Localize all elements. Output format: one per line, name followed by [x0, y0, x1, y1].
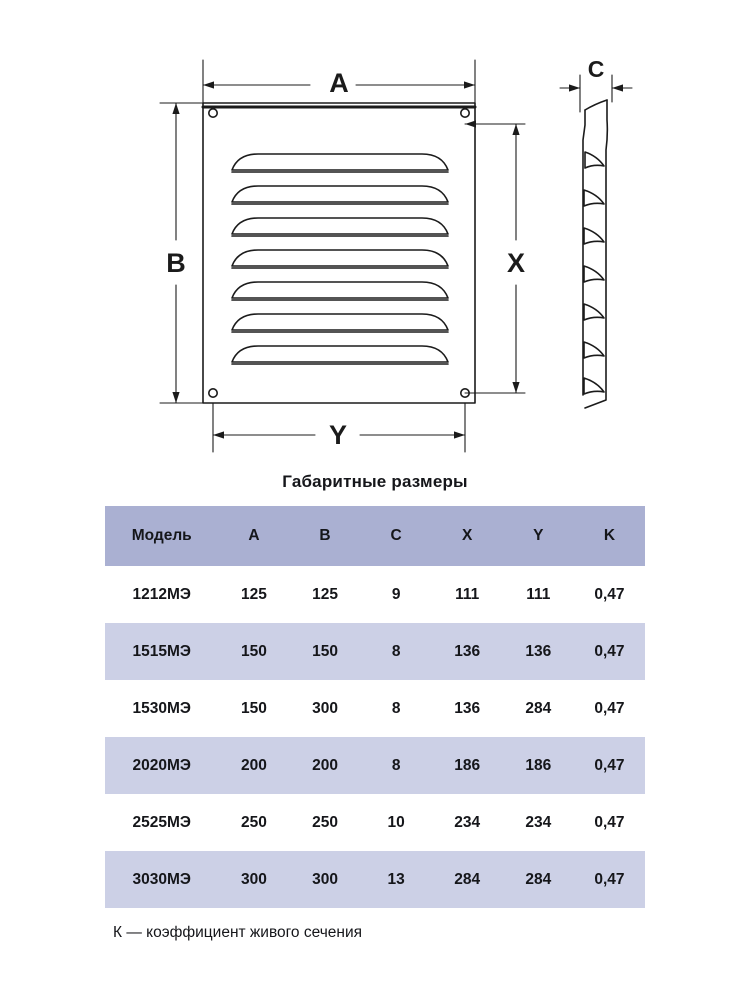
cell-model: 1515МЭ	[132, 642, 191, 660]
cell-model: 2020МЭ	[132, 756, 191, 774]
cell-c: 10	[387, 813, 405, 831]
cell-x: 111	[455, 585, 480, 603]
column-header-k: K	[603, 527, 616, 544]
louver-blades	[232, 154, 448, 364]
dimension-label-a: A	[329, 68, 349, 98]
cell-k: 0,47	[594, 870, 625, 888]
column-header-y: Y	[533, 527, 544, 544]
column-header-b: B	[319, 527, 331, 544]
cell-k: 0,47	[594, 813, 625, 831]
cell-c: 8	[391, 756, 401, 774]
cell-y: 186	[525, 756, 552, 774]
cell-c: 9	[391, 585, 401, 603]
cell-x: 186	[454, 756, 481, 774]
table-row	[105, 680, 645, 737]
table-row	[105, 623, 645, 680]
cell-b: 150	[312, 642, 338, 660]
column-header-model: Модель	[131, 527, 192, 544]
cell-b: 250	[312, 813, 338, 831]
cell-a: 150	[241, 699, 267, 717]
cell-k: 0,47	[594, 699, 625, 717]
cell-model: 1212МЭ	[132, 585, 191, 603]
side-view-profile	[583, 100, 607, 408]
table-row	[105, 851, 645, 908]
table-body	[105, 566, 645, 908]
cell-b: 200	[312, 756, 338, 774]
cell-model: 1530МЭ	[132, 699, 191, 717]
table-header-row	[105, 506, 645, 566]
table-caption: Габаритные размеры	[282, 472, 468, 491]
table-footnote: К — коэффициент живого сечения	[113, 924, 363, 941]
cell-model: 2525МЭ	[132, 813, 191, 831]
cell-k: 0,47	[594, 585, 625, 603]
grille-dimension-drawing	[0, 0, 750, 470]
cell-c: 8	[391, 642, 401, 660]
technical-drawing	[0, 0, 750, 470]
cell-y: 111	[526, 585, 551, 603]
dimensions-table	[105, 506, 645, 908]
cell-k: 0,47	[594, 756, 625, 774]
dimension-label-b: B	[166, 248, 186, 278]
cell-a: 200	[241, 756, 267, 774]
column-header-x: X	[462, 527, 473, 544]
cell-k: 0,47	[594, 642, 625, 660]
column-header-c: C	[390, 527, 402, 544]
spec-table-container	[0, 506, 750, 908]
dimension-label-x: X	[506, 248, 526, 278]
cell-c: 13	[387, 870, 405, 888]
screw-hole-bottom-left	[209, 389, 217, 397]
cell-b: 125	[312, 585, 338, 603]
cell-x: 136	[454, 699, 481, 717]
cell-y: 234	[525, 813, 552, 831]
cell-y: 136	[525, 642, 552, 660]
cell-a: 150	[241, 642, 267, 660]
table-row	[105, 566, 645, 623]
cell-c: 8	[391, 699, 401, 717]
cell-x: 234	[454, 813, 481, 831]
cell-y: 284	[525, 870, 552, 888]
table-row	[105, 737, 645, 794]
cell-model: 3030МЭ	[132, 870, 191, 888]
table-row	[105, 794, 645, 851]
screw-hole-top-left	[209, 109, 217, 117]
column-header-a: A	[248, 527, 260, 544]
screw-hole-top-right	[461, 109, 469, 117]
cell-x: 136	[454, 642, 481, 660]
cell-a: 300	[241, 870, 267, 888]
cell-y: 284	[525, 699, 552, 717]
cell-a: 125	[241, 585, 267, 603]
cell-x: 284	[454, 870, 481, 888]
cell-a: 250	[241, 813, 267, 831]
cell-b: 300	[312, 870, 338, 888]
cell-b: 300	[312, 699, 338, 717]
dimension-label-y: Y	[328, 420, 348, 450]
dimension-label-c: C	[587, 56, 605, 82]
table-header	[105, 506, 645, 566]
